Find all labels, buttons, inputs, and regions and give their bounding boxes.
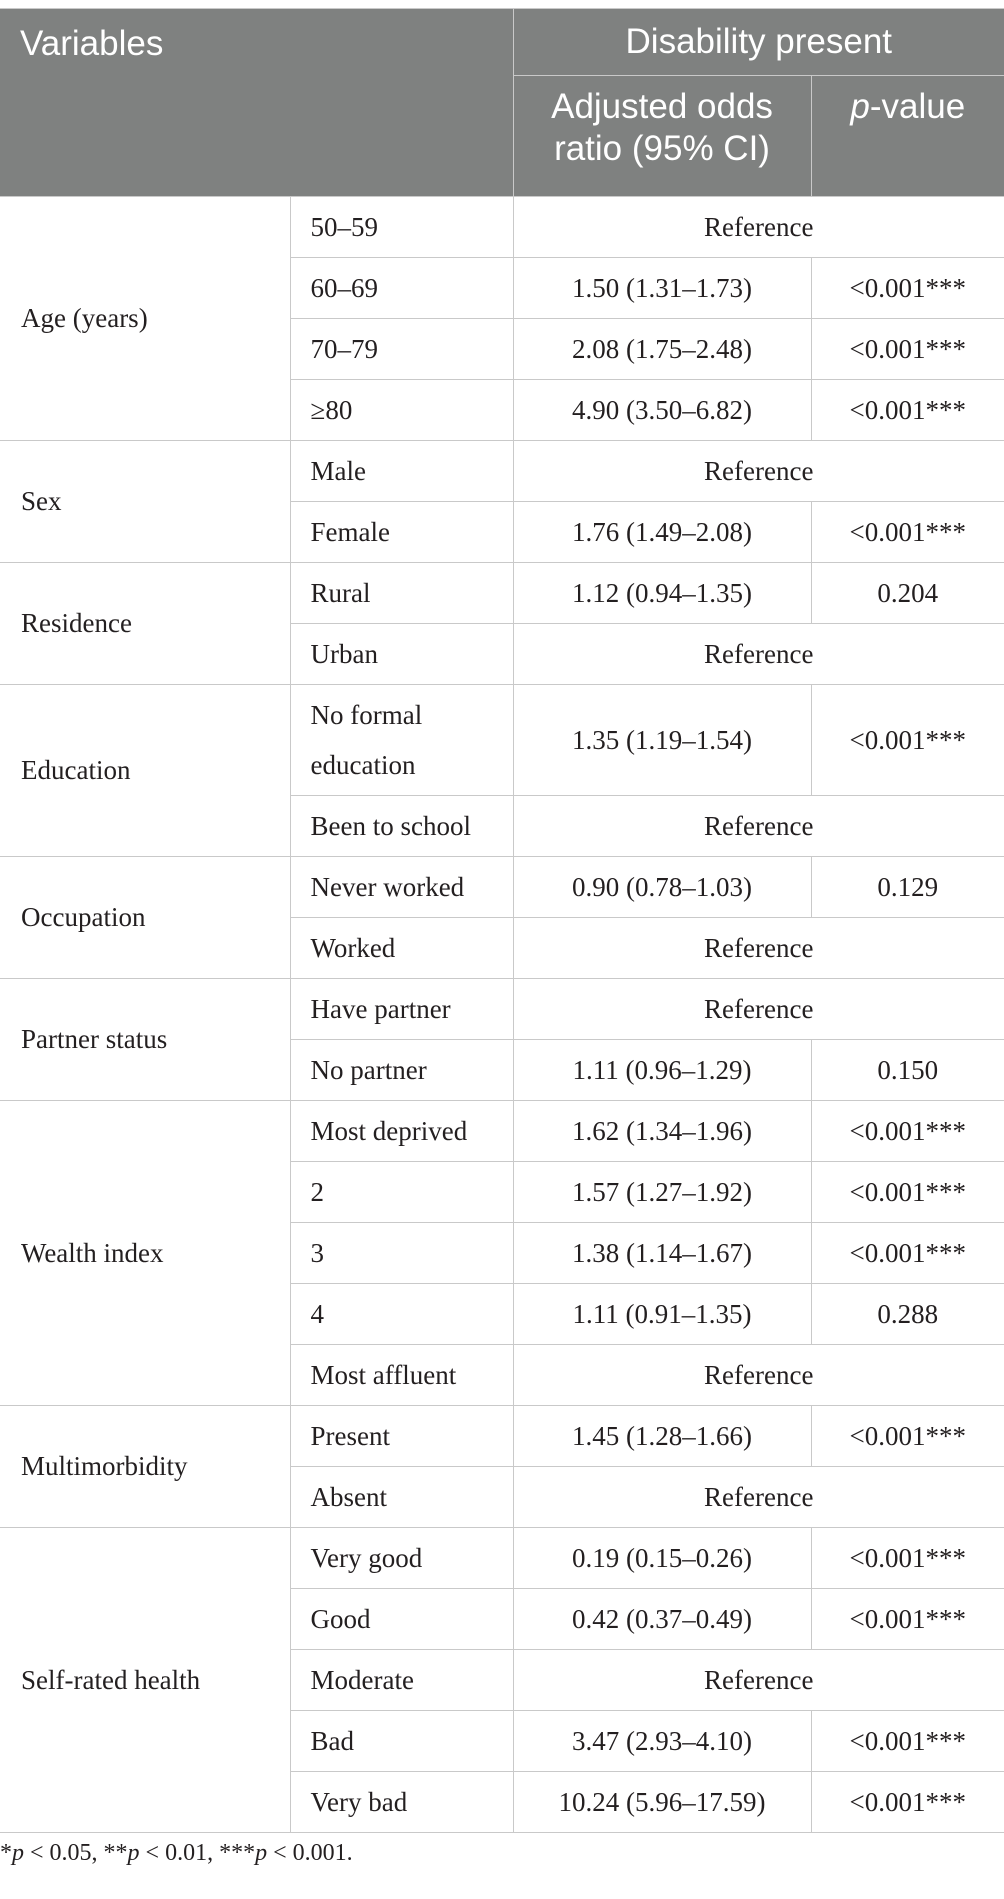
footnote-part: p xyxy=(12,1840,24,1866)
adjusted-odds-ratio-cell: 2.08 (1.75–2.48) xyxy=(513,319,811,380)
variable-level: Female xyxy=(290,502,513,563)
footnote-part: < 0.01, *** xyxy=(139,1840,256,1866)
adjusted-odds-ratio-cell: 0.42 (0.37–0.49) xyxy=(513,1589,811,1650)
reference-cell: Reference xyxy=(513,918,1004,979)
p-value-cell: <0.001*** xyxy=(811,1162,1004,1223)
adjusted-odds-ratio-cell: 3.47 (2.93–4.10) xyxy=(513,1711,811,1772)
p-value-cell: <0.001*** xyxy=(811,1223,1004,1284)
reference-cell: Reference xyxy=(513,1345,1004,1406)
table-row xyxy=(0,563,1004,624)
adjusted-odds-ratio-cell: 0.19 (0.15–0.26) xyxy=(513,1528,811,1589)
header-adjusted-odds-ratio xyxy=(513,76,811,197)
reference-cell: Reference xyxy=(513,1650,1004,1711)
p-value-cell: <0.001*** xyxy=(811,1528,1004,1589)
variable-level: Moderate xyxy=(290,1650,513,1711)
variable-level: Bad xyxy=(290,1711,513,1772)
variable-group-label: Self-rated health xyxy=(0,1528,290,1833)
p-value-cell: <0.001*** xyxy=(811,1589,1004,1650)
variable-level: 2 xyxy=(290,1162,513,1223)
variable-level: No partner xyxy=(290,1040,513,1101)
table-header xyxy=(0,9,1004,197)
reference-cell: Reference xyxy=(513,441,1004,502)
adjusted-odds-ratio-cell: 4.90 (3.50–6.82) xyxy=(513,380,811,441)
table-row xyxy=(0,197,1004,258)
adjusted-odds-ratio-cell: 1.35 (1.19–1.54) xyxy=(513,685,811,796)
p-value-cell: <0.001*** xyxy=(811,380,1004,441)
p-value-cell: <0.001*** xyxy=(811,1711,1004,1772)
variable-level: Never worked xyxy=(290,857,513,918)
variable-group-label: Residence xyxy=(0,563,290,685)
adjusted-odds-ratio-cell: 10.24 (5.96–17.59) xyxy=(513,1772,811,1833)
p-value-cell: <0.001*** xyxy=(811,685,1004,796)
variable-group-label: Occupation xyxy=(0,857,290,979)
reference-cell: Reference xyxy=(513,1467,1004,1528)
p-value-cell: 0.204 xyxy=(811,563,1004,624)
table-row xyxy=(0,1406,1004,1467)
adjusted-odds-ratio-cell: 1.11 (0.96–1.29) xyxy=(513,1040,811,1101)
adjusted-odds-ratio-cell: 1.11 (0.91–1.35) xyxy=(513,1284,811,1345)
adjusted-odds-ratio-cell: 1.62 (1.34–1.96) xyxy=(513,1101,811,1162)
p-value-cell: <0.001*** xyxy=(811,1406,1004,1467)
adjusted-odds-ratio-cell: 0.90 (0.78–1.03) xyxy=(513,857,811,918)
table-row xyxy=(0,441,1004,502)
variable-level: Rural xyxy=(290,563,513,624)
header-variables: Variables xyxy=(0,9,513,197)
table-row xyxy=(0,1101,1004,1162)
footnote-part: * xyxy=(0,1840,12,1866)
variable-level: Very bad xyxy=(290,1772,513,1833)
adjusted-odds-ratio-cell: 1.57 (1.27–1.92) xyxy=(513,1162,811,1223)
table-footnote xyxy=(0,1840,353,1867)
results-table-container xyxy=(0,8,1004,1833)
footnote-part: p xyxy=(255,1840,268,1866)
variable-group-label: Age (years) xyxy=(0,197,290,441)
variable-group-label: Multimorbidity xyxy=(0,1406,290,1528)
variable-level: 50–59 xyxy=(290,197,513,258)
p-value-cell: 0.150 xyxy=(811,1040,1004,1101)
p-value-cell: <0.001*** xyxy=(811,319,1004,380)
variable-level: 60–69 xyxy=(290,258,513,319)
reference-cell: Reference xyxy=(513,979,1004,1040)
variable-level: Good xyxy=(290,1589,513,1650)
footnote-part: < 0.001. xyxy=(267,1840,353,1866)
reference-cell: Reference xyxy=(513,197,1004,258)
p-value-cell: <0.001*** xyxy=(811,258,1004,319)
variable-level: Very good xyxy=(290,1528,513,1589)
variable-level: Absent xyxy=(290,1467,513,1528)
footnote-part: p xyxy=(127,1840,140,1866)
adjusted-odds-ratio-cell: 1.12 (0.94–1.35) xyxy=(513,563,811,624)
adjusted-odds-ratio-cell: 1.38 (1.14–1.67) xyxy=(513,1223,811,1284)
variable-level: Present xyxy=(290,1406,513,1467)
header-aor-line1: Adjusted odds xyxy=(551,87,773,126)
variable-level: Been to school xyxy=(290,796,513,857)
variable-level: Most deprived xyxy=(290,1101,513,1162)
adjusted-odds-ratio-cell: 1.76 (1.49–2.08) xyxy=(513,502,811,563)
p-value-cell: <0.001*** xyxy=(811,1772,1004,1833)
variable-level: ≥80 xyxy=(290,380,513,441)
header-disability-present: Disability present xyxy=(513,9,1004,76)
table-row xyxy=(0,979,1004,1040)
table-row xyxy=(0,857,1004,918)
variable-level: Have partner xyxy=(290,979,513,1040)
variable-level: Most affluent xyxy=(290,1345,513,1406)
variable-level: 4 xyxy=(290,1284,513,1345)
p-value-cell: 0.288 xyxy=(811,1284,1004,1345)
footnote-part: < 0.05, ** xyxy=(24,1840,128,1866)
results-table xyxy=(0,8,1004,1833)
variable-level: No formal education xyxy=(290,685,513,796)
table-body xyxy=(0,197,1004,1833)
header-p-suffix: -value xyxy=(869,87,966,126)
reference-cell: Reference xyxy=(513,796,1004,857)
variable-group-label: Education xyxy=(0,685,290,857)
variable-level: Worked xyxy=(290,918,513,979)
adjusted-odds-ratio-cell: 1.50 (1.31–1.73) xyxy=(513,258,811,319)
reference-cell: Reference xyxy=(513,624,1004,685)
variable-level: 3 xyxy=(290,1223,513,1284)
table-row xyxy=(0,685,1004,796)
header-aor-line2: ratio (95% CI) xyxy=(554,129,770,168)
variable-group-label: Wealth index xyxy=(0,1101,290,1406)
header-p-value xyxy=(811,76,1004,197)
table-row xyxy=(0,1528,1004,1589)
adjusted-odds-ratio-cell: 1.45 (1.28–1.66) xyxy=(513,1406,811,1467)
variable-level: Urban xyxy=(290,624,513,685)
variable-level: Male xyxy=(290,441,513,502)
p-value-cell: <0.001*** xyxy=(811,1101,1004,1162)
variable-level: 70–79 xyxy=(290,319,513,380)
p-value-cell: <0.001*** xyxy=(811,502,1004,563)
header-p-letter: p xyxy=(850,87,870,126)
p-value-cell: 0.129 xyxy=(811,857,1004,918)
variable-group-label: Sex xyxy=(0,441,290,563)
variable-group-label: Partner status xyxy=(0,979,290,1101)
